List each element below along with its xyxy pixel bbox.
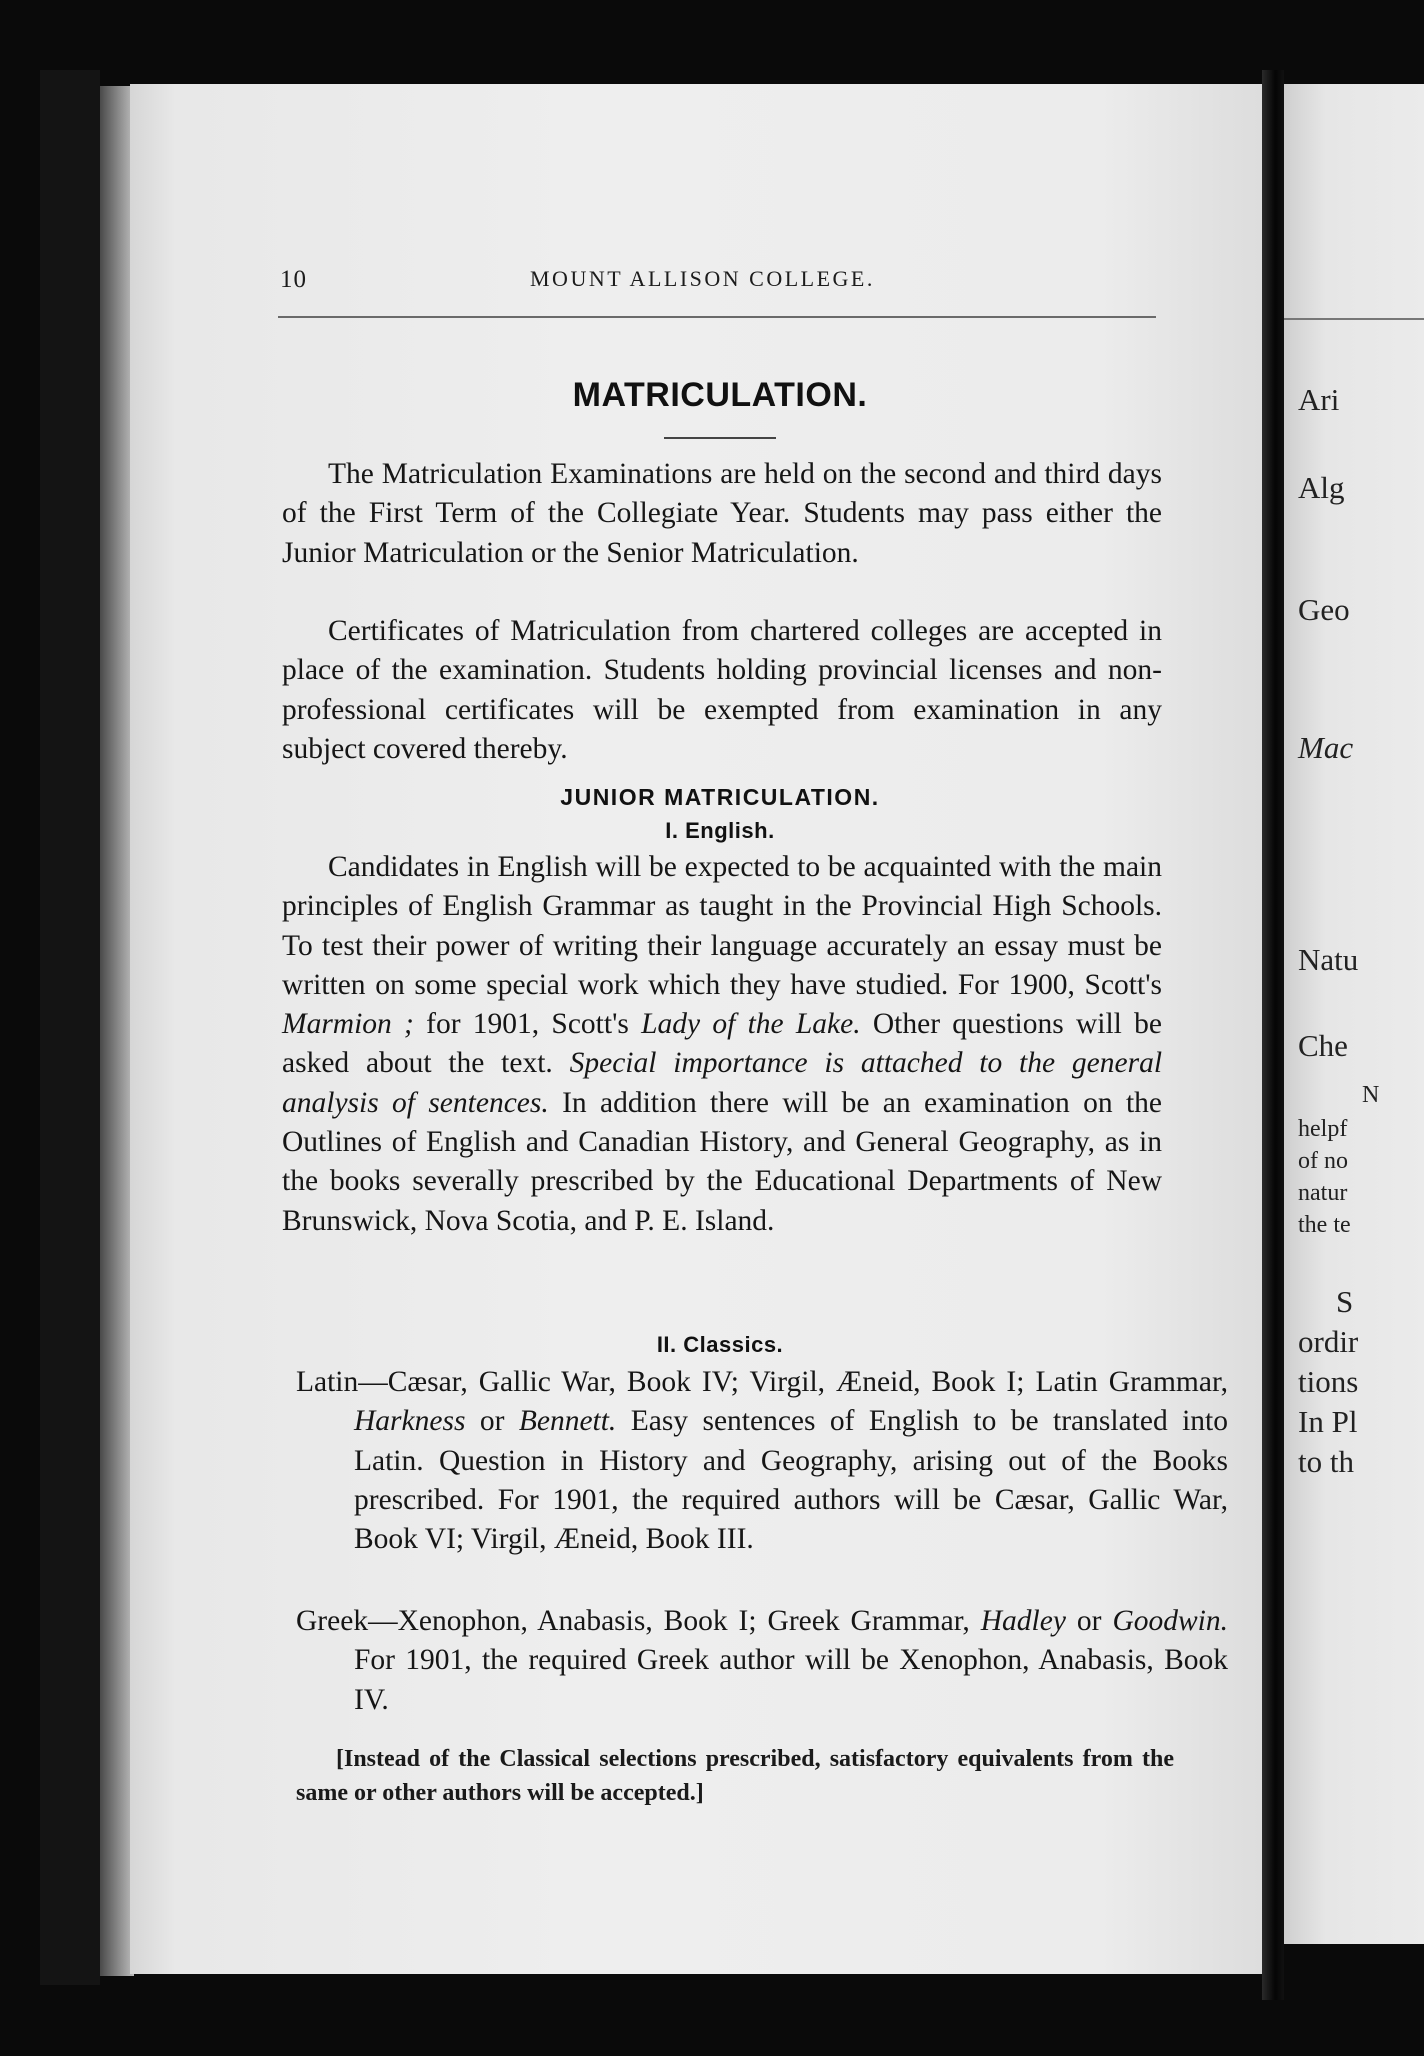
work-title-1900: Marmion ; (282, 1008, 414, 1041)
certificates-paragraph: Certificates of Matriculation from chartered colleges are accepted in place of the examination. Students holding provincial licenses and non-professional certificates will be exempted from examination in any subject covered thereby. (282, 615, 1162, 765)
page-header (280, 266, 1160, 306)
right-page-text: Natu (1298, 942, 1359, 977)
right-page-text: ordir (1298, 1324, 1359, 1359)
page-number: 10 (280, 266, 307, 293)
english-heading: I. English. (665, 818, 775, 843)
grammar-title: Bennett. (518, 1405, 617, 1438)
right-page-text: helpf (1298, 1116, 1348, 1142)
greek-entry (296, 1602, 1228, 1720)
junior-matriculation-heading: JUNIOR MATRICULATION. (560, 784, 880, 810)
page-edge-shadow (100, 86, 134, 1976)
grammar-title: Goodwin. (1112, 1605, 1228, 1637)
greek-text: For 1901, the required Greek author will be Xenophon, Anabasis, Book IV. (354, 1644, 1228, 1716)
right-page-header-rule (1284, 318, 1424, 320)
header-rule (278, 316, 1156, 318)
english-text: In addition there will be an examination on the Outlines of English and Canadian History, and General Geography, as in the books severally prescribed by the Educational Departments of New Brunswick, Nova Scotia, and P. E. Island. (282, 1086, 1162, 1237)
grammar-title: Harkness (354, 1405, 466, 1438)
right-page-text: to th (1298, 1444, 1354, 1479)
english-text: Candidates in English will be expected to be acquainted with the main principles of English Grammar as taught in the Provincial High Schools. To test their power of writing their language accurately an essay must be written on some special work which they have studied. For 1900, Scott's (282, 851, 1162, 1001)
classics-heading: II. Classics. (656, 1332, 784, 1357)
right-page-text: S (1336, 1284, 1354, 1319)
classics-note: [Instead of the Classical selections prescribed, satisfactory equivalents from the same or other authors will be accepted.] (296, 1746, 1174, 1806)
right-page-text: tions (1298, 1364, 1359, 1399)
right-page-text: In Pl (1298, 1404, 1358, 1439)
right-page-fragment (1284, 84, 1424, 1944)
greek-text: or (1065, 1605, 1113, 1637)
latin-text: Latin—Cæsar, Gallic War, Book IV; Virgil, Æneid, Book I; Latin Grammar, (296, 1366, 1228, 1398)
right-page-text: Alg (1298, 470, 1345, 505)
right-page-text: Ari (1298, 382, 1340, 417)
right-page-text: of no (1298, 1148, 1348, 1174)
latin-text: or (465, 1405, 519, 1438)
greek-text: Greek—Xenophon, Anabasis, Book I; Greek Grammar, (296, 1605, 981, 1637)
right-page-text: natur (1298, 1180, 1348, 1206)
right-page-text: Geo (1298, 592, 1350, 627)
right-page-text: the te (1298, 1212, 1351, 1238)
work-title-1901: Lady of the Lake. (641, 1008, 861, 1041)
english-text: for 1901, Scott's (413, 1008, 642, 1041)
page-title: MATRICULATION. (572, 376, 868, 414)
book-binding (40, 70, 100, 1985)
right-page-text: Mac (1298, 730, 1354, 765)
english-text: Other questions will be asked about the text. (282, 1008, 1162, 1080)
right-page-text: Che (1298, 1028, 1348, 1063)
english-paragraph (282, 848, 1162, 1241)
emphasis-text: Special importance is attached to the general analysis of sentences. (282, 1047, 1163, 1119)
intro-paragraph: The Matriculation Examinations are held on the second and third days of the First Term of the Collegiate Year. Students may pass either the Junior Matriculation or the Senior Matriculation. (282, 458, 1162, 569)
latin-text: Easy sentences of English to be translated into Latin. Question in History and Geography, arising out of the Books prescribed. For 1901, the required authors will be Cæsar, Gallic War, Book VI; Virgil, Æneid, Book III. (354, 1405, 1228, 1556)
title-rule (664, 437, 776, 439)
book-gutter (1262, 70, 1284, 2000)
running-title: MOUNT ALLISON COLLEGE. (530, 266, 875, 291)
grammar-title: Hadley (980, 1605, 1066, 1637)
latin-entry (296, 1363, 1228, 1559)
right-page-text: N (1362, 1082, 1380, 1108)
